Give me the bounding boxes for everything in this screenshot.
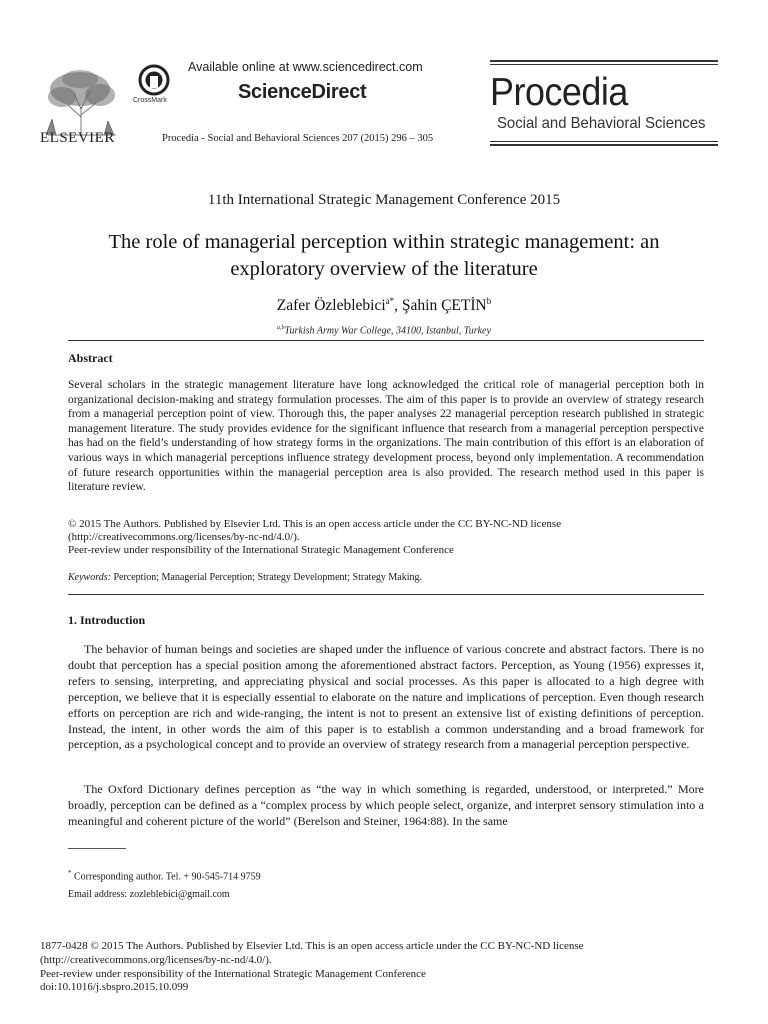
body-paragraph: The Oxford Dictionary defines perception as “the way in which something is regarded, understood, or interpreted.” More broadly, perception can be defined as a “complex process by which people select, organize, and interpret sensory stimulation into a meaningful and coherent picture of the world” (Berelson and Steiner, 1964:88). In the same bbox=[68, 782, 704, 828]
doi[interactable]: doi:10.1016/j.sbspro.2015.10.099 bbox=[40, 981, 189, 994]
email-note: Email address: zozleblebici@gmail.com bbox=[68, 889, 230, 900]
crossmark-label: CrossMark bbox=[133, 97, 167, 104]
footnote-text: Corresponding author. Tel. + 90-545-714 9759 bbox=[71, 871, 261, 883]
corresponding-author-note bbox=[68, 869, 261, 882]
page-footer bbox=[40, 940, 700, 995]
footnote-divider bbox=[68, 848, 126, 849]
footer-line: 1877-0428 © 2015 The Authors. Published by Elsevier Ltd. This is an open access article under the CC BY-NC-ND license bbox=[40, 940, 584, 952]
availability-note: Available online at www.sciencedirect.com bbox=[188, 60, 423, 74]
journal-citation: Procedia - Social and Behavioral Sciences 207 (2015) 296 – 305 bbox=[162, 133, 434, 144]
journal-rule bbox=[490, 141, 718, 142]
abstract-heading: Abstract bbox=[68, 351, 113, 365]
license-link[interactable]: (http://creativecommons.org/licenses/by-nc-nd/4.0/). bbox=[68, 530, 300, 543]
affiliation bbox=[0, 325, 768, 336]
license-line: © 2015 The Authors. Published by Elsevier Ltd. This is an open access article under the CC BY-NC-ND license bbox=[68, 518, 562, 530]
author-affil-mark: b bbox=[486, 296, 492, 306]
peer-review-line: Peer-review under responsibility of the International Strategic Management Conference bbox=[68, 543, 454, 556]
abstract-body: Several scholars in the strategic management literature have long acknowledged the critical role of managerial perception both in organizational decision-making and strategy formulation processes. The aim of this paper is to provide an overview of strategy research from a managerial perception point of view. Thorough this, the paper analyses 22 managerial perception research published in strategic management literature. The study provides evidence for the significant influence that research from a managerial perception perspective has had on the field’s understanding of how strategy forms in the organizations. The main contribution of this effort is an elaboration of various ways in which managerial perceptions influence strategy development process, beyond only implementation. A recommendation of future research opportunities within the managerial perception area is also provided. The research method used in this paper is literature review. bbox=[68, 379, 704, 494]
journal-rule bbox=[490, 144, 718, 146]
journal-title: Procedia bbox=[490, 71, 628, 114]
author-affil-mark: a* bbox=[385, 296, 395, 306]
conference-name: 11th International Strategic Management Conference 2015 bbox=[207, 192, 561, 208]
journal-rule bbox=[490, 60, 718, 62]
keywords bbox=[68, 572, 422, 583]
footer-line: Peer-review under responsibility of the International Strategic Management Conference bbox=[40, 967, 426, 980]
title-line: exploratory overview of the literature bbox=[230, 258, 538, 280]
sciencedirect-brand: ScienceDirect bbox=[238, 81, 367, 103]
affiliation-text: Turkish Army War College, 34100, Istanbul, Turkey bbox=[284, 325, 491, 337]
author-name: Zafer Özleblebici bbox=[276, 297, 386, 315]
paper-title bbox=[0, 229, 768, 283]
author-separator: , bbox=[394, 297, 402, 315]
section-divider bbox=[68, 594, 704, 595]
license-block bbox=[68, 518, 704, 556]
keywords-label: Keywords: bbox=[68, 572, 111, 583]
section-divider bbox=[68, 340, 704, 341]
journal-rule bbox=[490, 64, 718, 65]
footer-link[interactable]: (http://creativecommons.org/licenses/by-nc-nd/4.0/). bbox=[40, 953, 272, 966]
journal-subtitle: Social and Behavioral Sciences bbox=[497, 115, 706, 132]
crossmark-icon[interactable] bbox=[134, 64, 174, 96]
author-name: Şahin ÇETİN bbox=[401, 297, 487, 315]
title-line: The role of managerial perception within strategic management: an bbox=[108, 231, 660, 253]
author-list bbox=[0, 296, 768, 315]
publisher-name: ELSEVIER bbox=[40, 130, 115, 146]
affiliation-mark: a,b bbox=[277, 325, 285, 331]
section-heading: 1. Introduction bbox=[68, 613, 146, 627]
footnote-mark: * bbox=[68, 869, 72, 877]
body-paragraph: The behavior of human beings and societies are shaped under the influence of various concrete and abstract factors. There is no doubt that perception has a special position among the aforementioned abstract factors. Perception, as Young (1956) expresses it, refers to sensing, interpreting, and appreciating physical and social processes. As this paper is allocated to a high degree with perception, we believe that it is especially essential to elaborate on the nature and implications of perception. Even though research efforts on perception are rich and wide-ranging, the intent is not to present an extensive list of existing definitions of perception. Instead, the intent, in other words the aim of this paper is to establish a common understanding and a broad framework for perception, as a psychological concept and to provide an overview of strategy research from a managerial perception perspective. bbox=[68, 642, 704, 752]
keywords-list: Perception; Managerial Perception; Strategy Development; Strategy Making. bbox=[110, 572, 422, 583]
